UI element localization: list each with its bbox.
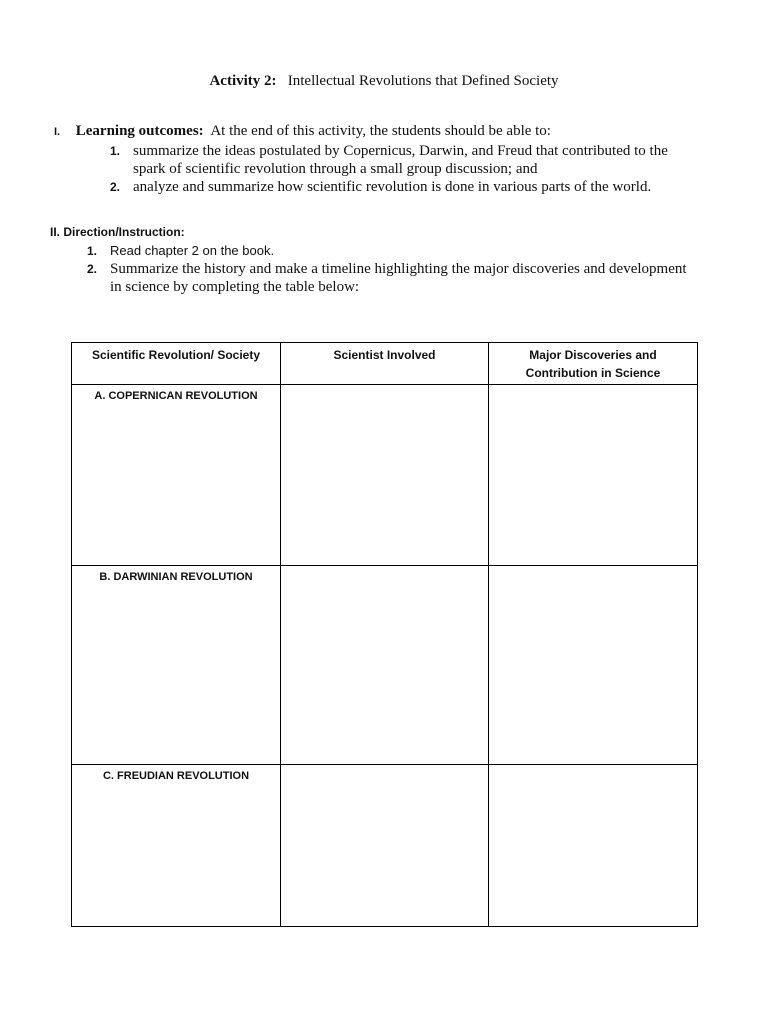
list-item-text: Summarize the history and make a timeline highlighting the major discoveries and development	[110, 261, 687, 277]
table-header-row	[72, 343, 698, 385]
scientist-cell[interactable]	[281, 566, 489, 765]
activity-title: Intellectual Revolutions that Defined Society	[287, 73, 559, 89]
list-item-number: 2.	[110, 180, 121, 194]
page-title	[0, 73, 768, 90]
discoveries-cell[interactable]	[489, 765, 698, 927]
discoveries-cell[interactable]	[489, 566, 698, 765]
table-row	[72, 566, 698, 765]
column-header: Major Discoveries and Contribution in Science	[489, 343, 698, 385]
table-row	[72, 765, 698, 927]
list-item-text: summarize the ideas postulated by Copernicus, Darwin, and Freud that contributed to the	[133, 143, 668, 159]
list-item	[87, 242, 707, 260]
directions-list	[87, 242, 707, 296]
list-item-number: 1.	[87, 244, 98, 258]
revolution-label: B. DARWINIAN REVOLUTION	[72, 566, 281, 765]
list-item-number: 2.	[87, 262, 98, 276]
revolution-label: A. COPERNICAN REVOLUTION	[72, 385, 281, 566]
list-item-number: 1.	[110, 144, 121, 158]
list-item	[87, 260, 707, 296]
discoveries-cell[interactable]	[489, 385, 698, 566]
learning-outcomes-section	[54, 123, 734, 140]
section-numeral: I.	[54, 126, 61, 138]
directions-heading: II. Direction/Instruction:	[50, 225, 185, 239]
list-item-text: in science by completing the table below:	[110, 279, 360, 295]
learning-outcomes-heading: Learning outcomes:	[75, 123, 204, 139]
column-header: Scientist Involved	[281, 343, 489, 385]
revolution-label: C. FREUDIAN REVOLUTION	[72, 765, 281, 927]
table-row	[72, 385, 698, 566]
list-item	[110, 142, 710, 178]
learning-outcomes-list	[110, 142, 710, 196]
revolutions-table	[71, 342, 698, 927]
activity-number: Activity 2:	[209, 73, 277, 89]
list-item	[110, 178, 710, 196]
list-item-text: spark of scientific revolution through a small group discussion; and	[133, 161, 538, 177]
list-item-text: Read chapter 2 on the book.	[110, 243, 275, 258]
column-header: Scientific Revolution/ Society	[72, 343, 281, 385]
list-item-text: analyze and summarize how scientific revolution is done in various parts of the world.	[133, 179, 652, 195]
scientist-cell[interactable]	[281, 385, 489, 566]
scientist-cell[interactable]	[281, 765, 489, 927]
learning-outcomes-intro: At the end of this activity, the students should be able to:	[210, 123, 551, 139]
